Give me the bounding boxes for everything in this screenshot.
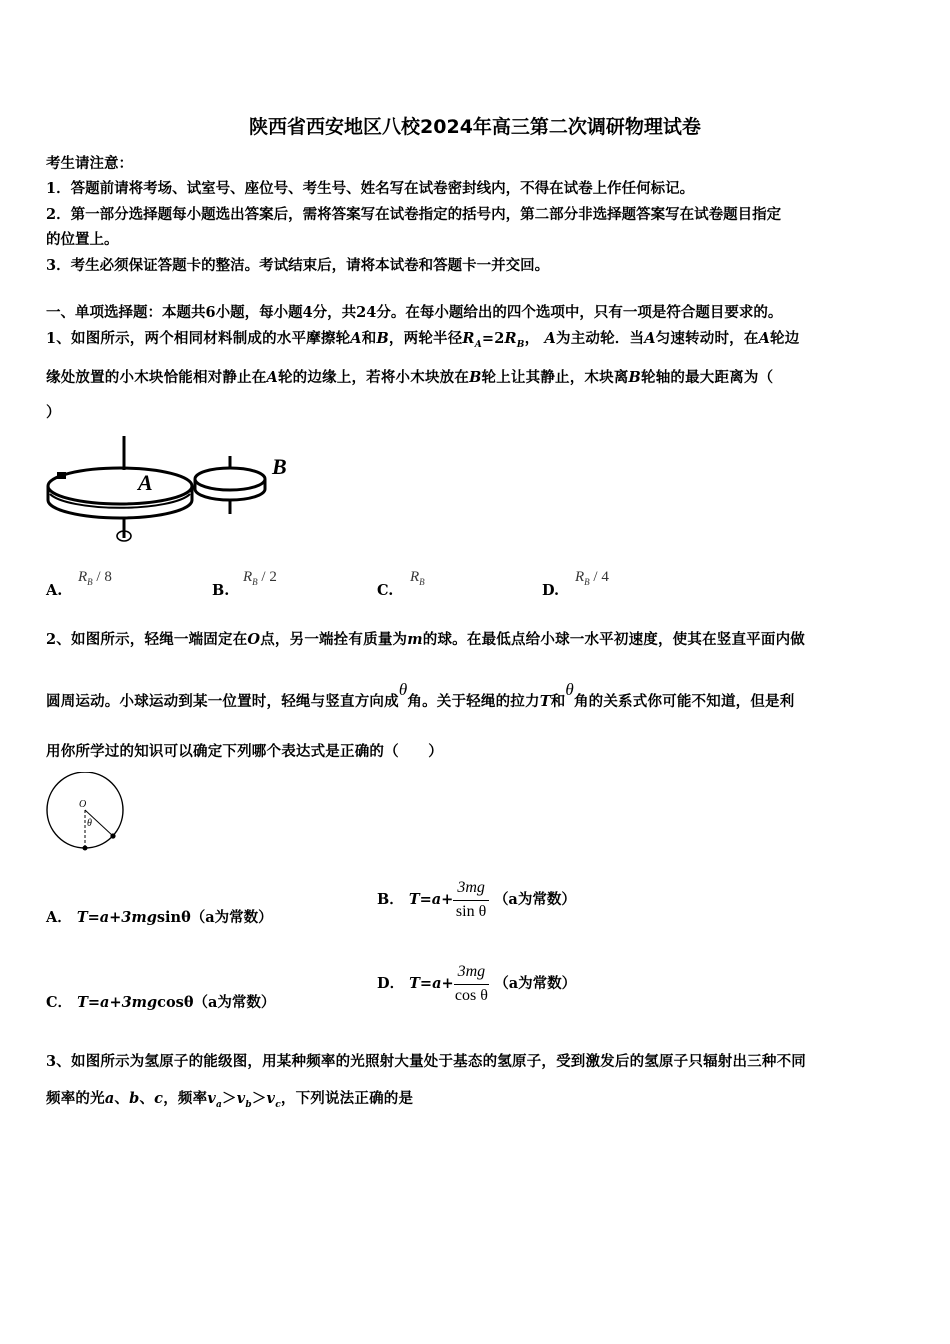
q1-option-d-value: $R_B / 4$ — [575, 569, 609, 587]
notice-item: 2．第一部分选择题每小题选出答案后，需将答案写在试卷指定的括号内，第二部分非选择题答案写在试卷题目指定 — [46, 206, 782, 223]
q1-line-1: 1、如图所示，两个相同材料制成的水平摩擦轮A和B，两轮半径$R_A=2R_B$， A为主动轮．当A匀速转动时，在A轮边 — [46, 330, 800, 350]
notice-item: 1．答题前请将考场、试室号、座位号、考生号、姓名写在试卷密封线内，不得在试卷上作任何标记。 — [46, 180, 695, 197]
q2-option-d[interactable]: D． T=a+ $\frac{3mg}{\text{cos θ}}$ （a为常数） — [377, 963, 577, 1004]
section-heading: 一、单项选择题：本题共6小题，每小题4分，共24分。在每小题给出的四个选项中，只有一项是符合题目要求的。 — [46, 304, 783, 321]
q3-line-2: 频率的光a、b、c，频率$v_a>v_b>v_c$，下列说法正确的是 — [46, 1090, 414, 1110]
circle-pendulum-figure — [44, 772, 130, 856]
wheel-a-label: A — [138, 470, 153, 495]
notice-heading: 考生请注意： — [46, 155, 133, 172]
q1-line-2: 缘处放置的小木块恰能相对静止在A轮的边缘上，若将小木块放在B轮上让其静止，木块离B轮轴的最大距离为（ — [46, 369, 774, 386]
q2-option-a[interactable]: A． T=a+3mgsinθ（a为常数） — [46, 909, 273, 926]
q1-option-d-letter[interactable]: D. — [542, 582, 560, 599]
q1-option-a-letter[interactable]: A. — [46, 582, 63, 599]
pivot-o-label: O — [79, 799, 87, 810]
friction-wheels-figure — [44, 432, 304, 550]
page-title: 陕西省西安地区八校2024年高三第二次调研物理试卷 — [249, 116, 701, 138]
q1-option-c-value: $R_B$ — [410, 569, 425, 587]
notice-item: 的位置上。 — [46, 231, 119, 248]
q1-line-3: ） — [46, 404, 61, 421]
q2-option-b[interactable]: B． T=a+ $\frac{3mg}{\text{sin θ}}$ （a为常数） — [377, 879, 576, 920]
q2-line-2: 圆周运动。小球运动到某一位置时，轻绳与竖直方向成θ角。关于轻绳的拉力T和θ角的关系式你可能不知道，但是利 — [46, 680, 795, 710]
angle-theta-label: θ — [87, 818, 92, 829]
q3-line-1: 3、如图所示为氢原子的能级图，用某种频率的光照射大量处于基态的氢原子，受到激发后的氢原子只辐射出三种不同 — [46, 1053, 806, 1070]
q2-line-1: 2、如图所示，轻绳一端固定在O点，另一端拴有质量为m的球。在最低点给小球一水平初速度，使其在竖直平面内做 — [46, 631, 805, 648]
q1-option-b-letter[interactable]: B. — [212, 582, 230, 599]
notice-item: 3．考生必须保证答题卡的整洁。考试结束后，请将本试卷和答题卡一并交回。 — [46, 257, 550, 274]
q1-option-c-letter[interactable]: C. — [377, 582, 394, 599]
q2-line-3: 用你所学过的知识可以确定下列哪个表达式是正确的（ ） — [46, 743, 443, 760]
q1-option-b-value: $R_B / 2$ — [243, 569, 277, 587]
q1-option-a-value: $R_B / 8$ — [78, 569, 112, 587]
q2-option-c[interactable]: C． T=a+3mgcosθ（a为常数） — [46, 994, 276, 1011]
wheel-b-label: B — [272, 454, 287, 479]
